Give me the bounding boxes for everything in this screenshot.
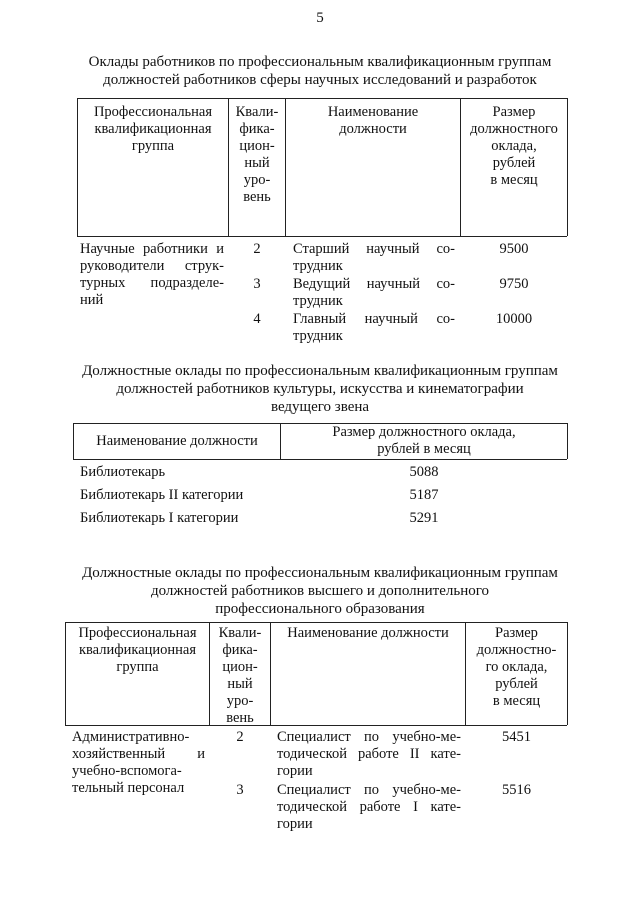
table1-header-group: Профессиональная квалификационная группа	[93, 104, 213, 154]
table1-row2-salary: 9750	[499, 276, 529, 292]
page-number: 5	[316, 10, 324, 26]
table1-header-position: Наименование должности	[327, 104, 419, 137]
section3-title: Должностные оклады по профессиональным квалификационным группам должностей работников высшего и дополнительного профессионального образования	[82, 565, 558, 617]
table3-row2-level: 3	[236, 782, 244, 798]
table1-row2-level: 3	[253, 276, 261, 292]
table2-row3-position: Библиотекарь I категории	[80, 510, 239, 526]
table3-header-salary: Размер должностно- го оклада, рублей в месяц	[476, 625, 557, 709]
table2-header-salary: Размер должностного оклада, рублей в месяц	[332, 424, 516, 457]
table2-header-position: Наименование должности	[96, 433, 258, 449]
table3-header-level: Квали- фика- цион- ный уро- вень	[218, 625, 262, 726]
table2-row1-salary: 5088	[409, 464, 439, 480]
table2-row2-salary: 5187	[409, 487, 439, 503]
table1-row3-level: 4	[253, 311, 261, 327]
table1-row2-position: Ведущий научный со- трудник	[293, 276, 455, 309]
table3-header-position: Наименование должности	[287, 625, 449, 641]
table3-group-name: Административно- хозяйственный и учебно-вспомога- тельный персонал	[72, 729, 205, 796]
table1-row3-salary: 10000	[495, 311, 533, 327]
table3-row2-position: Специалист по учебно-ме- тодической работе I кате- гории	[277, 782, 461, 832]
table1-group-name: Научные работники и руководители струк- турных подразделе- ний	[80, 241, 224, 308]
table3-row1-level: 2	[236, 729, 244, 745]
table1-row1-salary: 9500	[499, 241, 529, 257]
table3-row1-salary: 5451	[502, 729, 531, 745]
table2-row2-position: Библиотекарь II категории	[80, 487, 244, 503]
section1-title: Оклады работников по профессиональным квалификационным группам должностей работников сферы научных исследований и разработок	[88, 54, 552, 88]
table1-row1-position: Старший научный со- трудник	[293, 241, 455, 274]
table3-header-group: Профессиональная квалификационная группа	[78, 625, 197, 675]
table1-header-level: Квали- фика- цион- ный уро- вень	[235, 104, 279, 205]
table2-row3-salary: 5291	[409, 510, 439, 526]
section2-title: Должностные оклады по профессиональным квалификационным группам должностей работников культуры, искусства и кинематографии ведущего звена	[82, 363, 558, 415]
table1-header-salary: Размер должностного оклада, рублей в месяц	[470, 104, 558, 188]
table2-row1-position: Библиотекарь	[80, 464, 166, 480]
table1-row1-level: 2	[253, 241, 261, 257]
table3-row2-salary: 5516	[502, 782, 531, 798]
table3-row1-position: Специалист по учебно-ме- тодической работе II кате- гории	[277, 729, 461, 779]
table1-row3-position: Главный научный со- трудник	[293, 311, 455, 344]
